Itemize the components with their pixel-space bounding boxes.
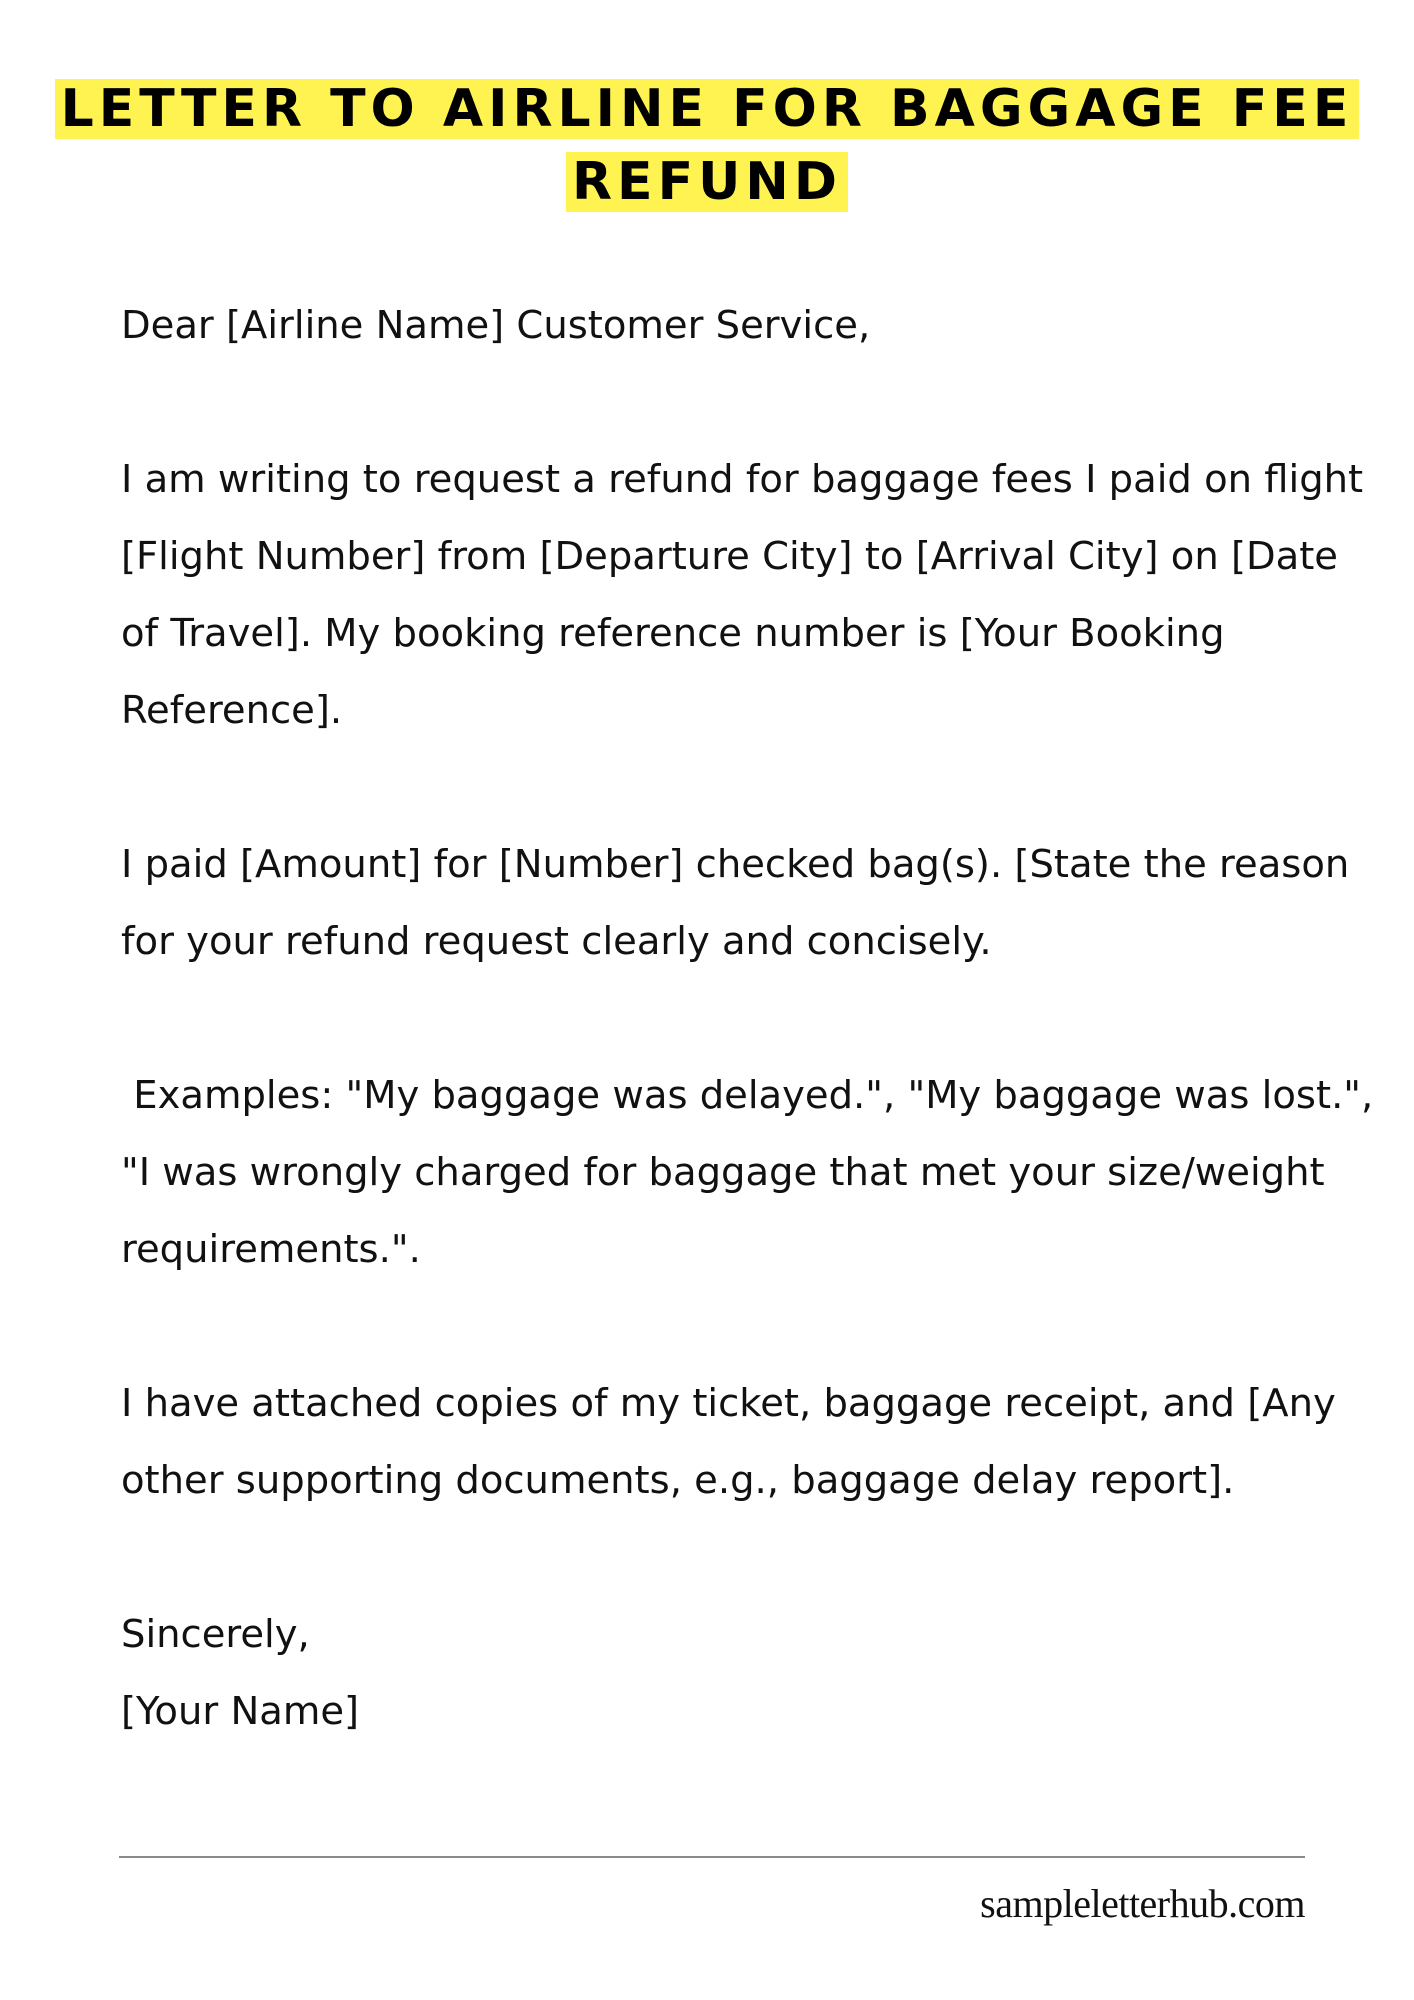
title-text-2: REFUND (566, 152, 848, 212)
salutation: Dear [Airline Name] Customer Service, (121, 303, 871, 348)
paragraph-examples: Examples: "My baggage was delayed.", "My baggage was lost.", "I was wrongly charged for baggage that met your size/weight requirements.". (121, 1073, 1386, 1272)
footer-divider (119, 1856, 1305, 1858)
letter-body (121, 287, 1386, 1750)
paragraph-attachments: I have attached copies of my ticket, baggage receipt, and [Any other supporting documents, e.g., baggage delay report]. (121, 1381, 1349, 1503)
title-line-1 (0, 72, 1414, 146)
signature: [Your Name] (121, 1689, 360, 1734)
paragraph-amount: I paid [Amount] for [Number] checked bag(s). [State the reason for your refund request clearly and concisely. (121, 842, 1362, 964)
closing: Sincerely, (121, 1612, 310, 1657)
paragraph-request: I am writing to request a refund for baggage fees I paid on flight [Flight Number] from [Departure City] to [Arrival City] on [Date of Travel]. My booking reference number is [Your Booking Reference]. (121, 457, 1376, 733)
footer-site: sampleletterhub.com (980, 1881, 1305, 1926)
title-line-2 (0, 145, 1414, 219)
title-text-1: LETTER TO AIRLINE FOR BAGGAGE FEE (55, 79, 1360, 139)
